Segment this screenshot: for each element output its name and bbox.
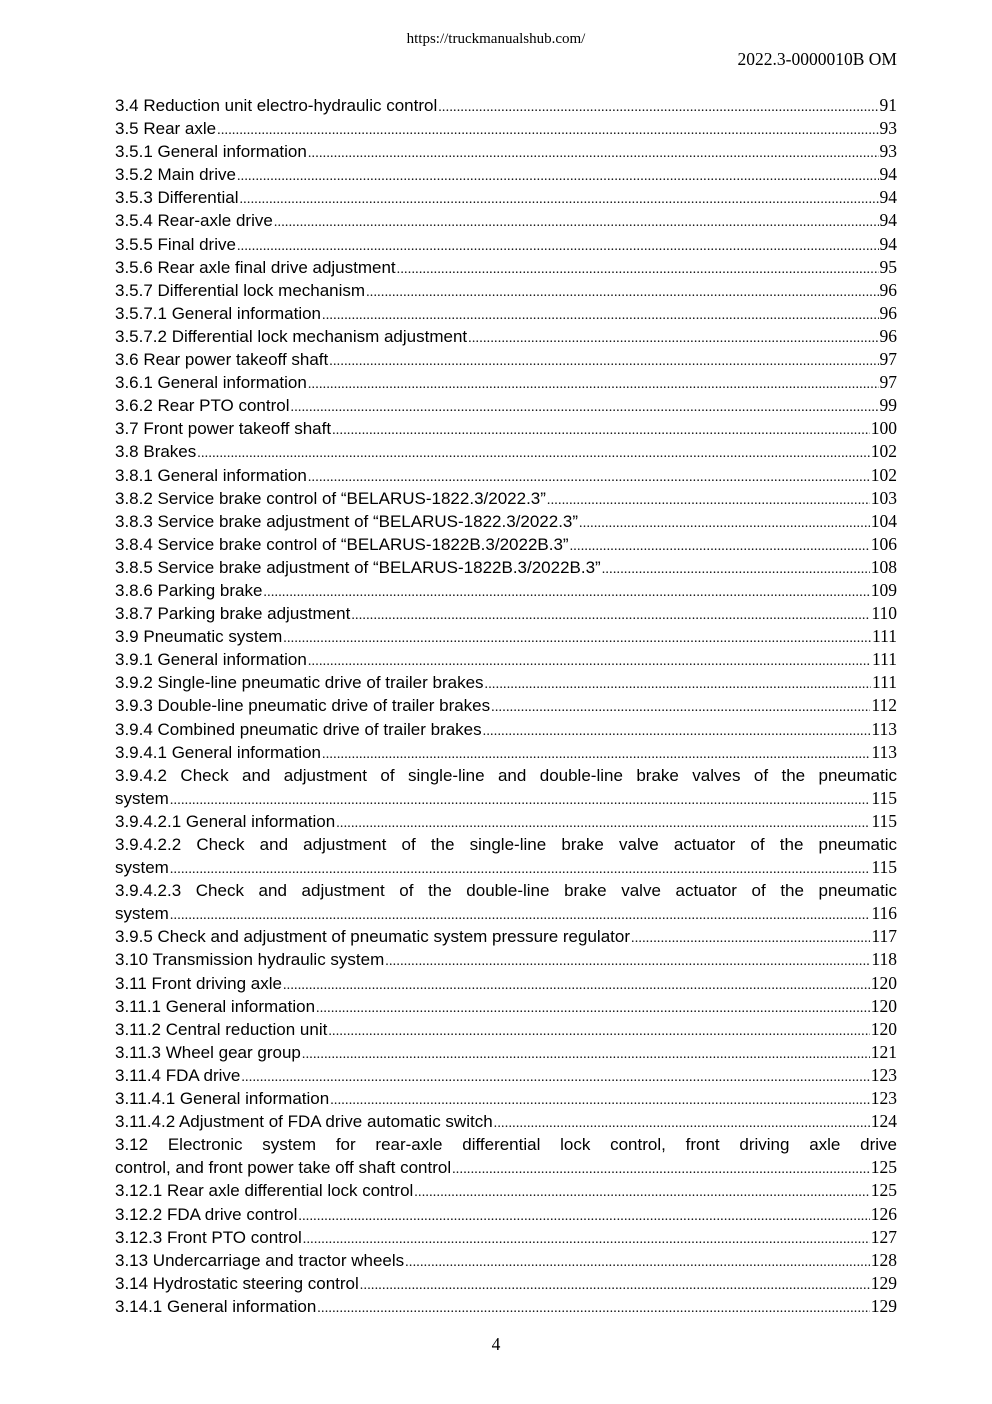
toc-entry-row [115, 810, 897, 833]
toc-entry[interactable] [115, 694, 897, 717]
toc-entry-page: 129 [870, 1295, 897, 1316]
toc-entry-page: 113 [871, 718, 897, 739]
source-url[interactable]: https://truckmanualshub.com/ [406, 31, 586, 47]
document-code: 2022.3-0000010B OM [737, 49, 897, 69]
toc-entry-title: 3.5.7.2 Differential lock mechanism adjustment [115, 326, 468, 346]
toc-entry[interactable] [115, 533, 897, 556]
toc-entry-title: 3.5.5 Final drive [115, 234, 236, 254]
dot-leader [328, 1020, 869, 1041]
toc-entry[interactable] [115, 741, 897, 764]
dot-leader [438, 96, 878, 117]
toc-entry-title: 3.9.3 Double-line pneumatic drive of trailer brakes [115, 696, 491, 716]
toc-entry-page: 120 [870, 972, 897, 993]
dot-leader [485, 673, 872, 694]
toc-entry[interactable] [115, 1133, 897, 1179]
dot-leader [385, 950, 870, 971]
toc-entry[interactable] [115, 1179, 897, 1202]
table-of-contents [115, 94, 897, 1318]
toc-entry-title: 3.8.4 Service brake control of “BELARUS-1822B.3/2022B.3” [115, 534, 569, 554]
toc-entry-title: 3.6.1 General information [115, 373, 307, 393]
dot-leader [336, 812, 870, 833]
toc-entry-page: 128 [870, 1249, 897, 1270]
dot-leader [322, 304, 878, 325]
toc-entry[interactable] [115, 602, 897, 625]
toc-entry-title: 3.6 Rear power takeoff shaft [115, 350, 329, 370]
toc-entry-row [115, 464, 897, 487]
toc-entry-page: 109 [870, 579, 897, 600]
toc-entry[interactable] [115, 325, 897, 348]
toc-entry-row [115, 209, 897, 232]
toc-entry-title: 3.9.4.1 General information [115, 742, 322, 762]
toc-entry-title: 3.9.5 Check and adjustment of pneumatic system pressure regulator [115, 927, 630, 947]
toc-entry[interactable] [115, 1226, 897, 1249]
toc-entry-row [115, 140, 897, 163]
dot-leader [468, 327, 878, 348]
toc-entry-row [115, 1110, 897, 1133]
toc-entry-page: 95 [879, 256, 897, 277]
toc-entry-page: 113 [871, 741, 897, 762]
toc-entry-page: 102 [870, 464, 897, 485]
toc-entry-title: 3.8.5 Service brake adjustment of “BELARUS-1822B.3/2022B.3” [115, 557, 601, 577]
toc-entry-title: 3.11.3 Wheel gear group [115, 1042, 301, 1062]
toc-entry-row [115, 602, 897, 625]
dot-leader [329, 350, 878, 371]
toc-entry-page: 111 [872, 649, 897, 670]
toc-entry-page: 94 [879, 233, 897, 254]
dot-leader [602, 558, 870, 579]
toc-entry-row [115, 256, 897, 279]
toc-entry-row [115, 325, 897, 348]
toc-entry-row [115, 1203, 897, 1226]
toc-entry-title: 3.8.1 General information [115, 465, 307, 485]
dot-leader [283, 627, 871, 648]
toc-entry-row [115, 510, 897, 533]
toc-entry-row [115, 186, 897, 209]
toc-entry-title: 3.9.2 Single-line pneumatic drive of trailer brakes [115, 673, 484, 693]
toc-entry-row [115, 741, 897, 764]
toc-entry-page: 91 [879, 95, 897, 115]
toc-entry-row [115, 1179, 897, 1202]
toc-entry-page: 97 [879, 349, 897, 370]
toc-entry-row [115, 1064, 897, 1087]
toc-entry-row [115, 648, 897, 671]
toc-entry[interactable] [115, 163, 897, 186]
toc-entry-title: 3.5.7 Differential lock mechanism [115, 280, 366, 300]
dot-leader [570, 535, 870, 556]
dot-leader [237, 235, 879, 256]
toc-entry-row [115, 856, 897, 879]
toc-entry-title: 3.9.4 Combined pneumatic drive of trailer brakes [115, 719, 482, 739]
toc-entry-title: 3.8 Brakes [115, 442, 197, 462]
toc-entry[interactable] [115, 948, 897, 971]
toc-entry-row [115, 671, 897, 694]
toc-entry-title: 3.8.2 Service brake control of “BELARUS-1822.3/2022.3” [115, 488, 546, 508]
toc-entry-page: 111 [872, 626, 897, 647]
toc-entry[interactable] [115, 1249, 897, 1272]
toc-entry-row [115, 579, 897, 602]
dot-leader [274, 211, 879, 232]
toc-entry-page: 106 [870, 533, 897, 554]
toc-entry-page: 93 [879, 118, 897, 139]
toc-entry-row [115, 948, 897, 971]
toc-entry-title: 3.14 Hydrostatic steering control [115, 1273, 359, 1293]
dot-leader [298, 1205, 869, 1226]
toc-entry-row [115, 556, 897, 579]
toc-entry-title: 3.11 Front driving axle [115, 973, 282, 993]
toc-entry[interactable] [115, 140, 897, 163]
dot-leader [579, 512, 870, 533]
toc-entry[interactable] [115, 833, 897, 879]
toc-entry-page: 110 [871, 603, 897, 624]
toc-entry[interactable] [115, 1295, 897, 1318]
toc-entry-row [115, 533, 897, 556]
toc-entry-page: 123 [870, 1064, 897, 1085]
toc-entry-row [115, 233, 897, 256]
toc-entry-row [115, 163, 897, 186]
toc-entry-page: 111 [872, 672, 897, 693]
toc-entry-row [115, 1295, 897, 1318]
toc-entry-title: control, and front power take off shaft control [115, 1158, 452, 1178]
toc-entry[interactable] [115, 671, 897, 694]
toc-entry[interactable] [115, 417, 897, 440]
toc-entry-row [115, 1249, 897, 1272]
toc-entry-title: 3.13 Undercarriage and tractor wheels [115, 1250, 405, 1270]
toc-entry[interactable] [115, 1041, 897, 1064]
toc-entry-row [115, 1156, 897, 1179]
toc-entry-row [115, 1272, 897, 1295]
toc-entry[interactable] [115, 209, 897, 232]
toc-entry[interactable] [115, 925, 897, 948]
dot-leader [494, 1112, 870, 1133]
toc-entry[interactable] [115, 440, 897, 463]
toc-entry-title: 3.4 Reduction unit electro-hydraulic control [115, 96, 438, 115]
dot-leader [330, 1089, 870, 1110]
toc-entry[interactable] [115, 648, 897, 671]
toc-entry-title: 3.5 Rear axle [115, 119, 217, 139]
toc-entry-page: 117 [871, 926, 897, 947]
toc-entry-row [115, 487, 897, 510]
toc-entry-page: 123 [870, 1088, 897, 1109]
toc-entry-title: 3.5.6 Rear axle final drive adjustment [115, 257, 396, 277]
toc-entry-page: 102 [870, 441, 897, 462]
toc-entry-page: 99 [879, 395, 897, 416]
dot-leader [547, 489, 870, 510]
toc-entry-title: 3.12.3 Front PTO control [115, 1227, 302, 1247]
toc-entry-row [115, 902, 897, 925]
toc-entry[interactable] [115, 625, 897, 648]
dot-leader [360, 1274, 870, 1295]
toc-entry-row [115, 972, 897, 995]
dot-leader [414, 1181, 869, 1202]
toc-entry-page: 94 [879, 210, 897, 231]
toc-entry-page: 120 [870, 995, 897, 1016]
toc-entry[interactable] [115, 464, 897, 487]
dot-leader [483, 720, 871, 741]
dot-leader [291, 396, 879, 417]
toc-entry-title: 3.9 Pneumatic system [115, 627, 283, 647]
toc-entry-title: 3.12.2 FDA drive control [115, 1204, 298, 1224]
toc-entry-title: 3.9.4.2.3 Check and adjustment of the double-line brake valve actuator of the pneumatic [115, 881, 897, 901]
toc-entry-title: 3.5.7.1 General information [115, 303, 322, 323]
dot-leader [241, 1066, 869, 1087]
toc-entry-title: 3.10 Transmission hydraulic system [115, 950, 385, 970]
dot-leader [239, 188, 878, 209]
toc-entry-page: 103 [870, 487, 897, 508]
toc-entry-page: 115 [871, 810, 897, 831]
toc-entry[interactable] [115, 718, 897, 741]
toc-entry-page: 94 [879, 164, 897, 185]
toc-entry[interactable] [115, 1272, 897, 1295]
toc-entry-title: 3.14.1 General information [115, 1296, 317, 1316]
toc-entry-page: 96 [879, 279, 897, 300]
toc-entry-row [115, 1087, 897, 1110]
dot-leader [491, 696, 870, 717]
toc-entry[interactable] [115, 1018, 897, 1041]
dot-leader [308, 142, 879, 163]
dot-leader [303, 1228, 870, 1249]
toc-entry-title: 3.5.1 General information [115, 142, 307, 162]
toc-entry-row [115, 394, 897, 417]
toc-entry-page: 96 [879, 325, 897, 346]
toc-entry-page: 124 [870, 1111, 897, 1132]
dot-leader [308, 466, 870, 487]
toc-entry-row [115, 625, 897, 648]
toc-entry[interactable] [115, 556, 897, 579]
toc-entry-row [115, 1041, 897, 1064]
toc-entry-row [115, 302, 897, 325]
toc-entry-row [115, 787, 897, 810]
toc-entry[interactable] [115, 579, 897, 602]
dot-leader [397, 258, 879, 279]
toc-entry-page: 93 [879, 141, 897, 162]
toc-entry-title: 3.5.3 Differential [115, 188, 239, 208]
dot-leader [317, 1297, 869, 1318]
toc-entry[interactable] [115, 879, 897, 925]
toc-entry-title: 3.8.3 Service brake adjustment of “BELARUS-1822.3/2022.3” [115, 511, 579, 531]
toc-entry-page: 112 [871, 695, 897, 716]
toc-entry-page: 120 [870, 1018, 897, 1039]
toc-entry-title: 3.7 Front power takeoff shaft [115, 419, 332, 439]
toc-entry-page: 118 [871, 949, 897, 970]
toc-entry-row [115, 995, 897, 1018]
toc-entry-title: 3.12.1 Rear axle differential lock control [115, 1181, 414, 1201]
toc-entry[interactable] [115, 256, 897, 279]
toc-entry[interactable] [115, 279, 897, 302]
toc-entry-title: 3.9.4.2.1 General information [115, 811, 336, 831]
toc-entry[interactable] [115, 995, 897, 1018]
toc-entry[interactable] [115, 764, 897, 810]
dot-leader [631, 927, 870, 948]
dot-leader [308, 650, 871, 671]
toc-entry-title: 3.5.4 Rear-axle drive [115, 211, 273, 231]
dot-leader [332, 419, 870, 440]
dot-leader [366, 281, 878, 302]
toc-entry[interactable] [115, 186, 897, 209]
page-number: 4 [491, 1334, 501, 1354]
toc-entry-title: 3.11.4.2 Adjustment of FDA drive automatic switch [115, 1112, 493, 1132]
toc-entry-title: 3.12 Electronic system for rear-axle differential lock control, front driving axle drive [115, 1135, 897, 1155]
dot-leader [170, 904, 871, 925]
toc-entry-title: 3.9.4.2 Check and adjustment of single-line and double-line brake valves of the pneumatic [115, 765, 897, 785]
toc-entry-page: 126 [870, 1203, 897, 1224]
dot-leader [452, 1158, 870, 1179]
toc-entry-page: 108 [870, 556, 897, 577]
toc-entry-page: 127 [870, 1226, 897, 1247]
toc-entry-title: 3.9.4.2.2 Check and adjustment of the single-line brake valve actuator of the pneumatic [115, 835, 897, 854]
toc-entry[interactable] [115, 810, 897, 833]
toc-entry-row [115, 417, 897, 440]
dot-leader [302, 1043, 870, 1064]
toc-entry-row [115, 279, 897, 302]
toc-entry-title: 3.8.6 Parking brake [115, 580, 263, 600]
toc-entry-page: 129 [870, 1272, 897, 1293]
toc-entry-row [115, 694, 897, 717]
toc-entry[interactable] [115, 1087, 897, 1110]
toc-entry-page: 125 [870, 1157, 897, 1178]
toc-entry-title: 3.11.1 General information [115, 996, 316, 1016]
dot-leader [263, 581, 869, 602]
toc-entry-title: 3.9.1 General information [115, 650, 307, 670]
toc-entry[interactable] [115, 510, 897, 533]
dot-leader [217, 119, 878, 140]
toc-entry-title: 3.6.2 Rear PTO control [115, 396, 290, 416]
toc-entry[interactable] [115, 1203, 897, 1226]
toc-entry-page: 94 [879, 187, 897, 208]
toc-entry[interactable] [115, 117, 897, 140]
dot-leader [308, 373, 879, 394]
dot-leader [170, 858, 871, 879]
dot-leader [283, 974, 870, 995]
dot-leader [351, 604, 870, 625]
dot-leader [170, 789, 871, 810]
toc-entry-page: 115 [871, 787, 897, 808]
toc-entry-row [115, 117, 897, 140]
toc-entry[interactable] [115, 302, 897, 325]
toc-entry[interactable] [115, 348, 897, 371]
toc-entry-title: 3.11.2 Central reduction unit [115, 1019, 328, 1039]
toc-entry-title: system [115, 788, 169, 808]
toc-entry[interactable] [115, 1110, 897, 1133]
toc-entry-row [115, 371, 897, 394]
toc-entry-page: 125 [870, 1180, 897, 1201]
dot-leader [405, 1251, 870, 1272]
toc-entry-row [115, 1226, 897, 1249]
toc-entry-page: 121 [870, 1041, 897, 1062]
toc-entry-title: system [115, 904, 169, 924]
toc-entry[interactable] [115, 487, 897, 510]
toc-entry-row [115, 348, 897, 371]
toc-entry-title: 3.8.7 Parking brake adjustment [115, 604, 351, 624]
dot-leader [322, 743, 870, 764]
toc-entry-page: 96 [879, 302, 897, 323]
toc-entry[interactable] [115, 972, 897, 995]
toc-entry-page: 116 [871, 903, 897, 924]
toc-entry-row [115, 440, 897, 463]
toc-entry-page: 97 [879, 372, 897, 393]
toc-entry-page: 104 [870, 510, 897, 531]
toc-entry-title: 3.11.4.1 General information [115, 1089, 330, 1109]
dot-leader [237, 165, 879, 186]
toc-entry[interactable] [115, 371, 897, 394]
toc-entry-title: 3.11.4 FDA drive [115, 1065, 241, 1085]
toc-entry-row [115, 718, 897, 741]
toc-entry-row [115, 925, 897, 948]
toc-entry-title: system [115, 858, 169, 878]
dot-leader [316, 997, 870, 1018]
toc-entry-page: 100 [870, 418, 897, 439]
toc-entry[interactable] [115, 1064, 897, 1087]
toc-entry-page: 115 [871, 857, 897, 878]
toc-entry-title: 3.5.2 Main drive [115, 165, 236, 185]
toc-entry[interactable] [115, 394, 897, 417]
toc-entry[interactable] [115, 233, 897, 256]
toc-entry[interactable] [115, 94, 897, 117]
toc-entry-row [115, 94, 897, 117]
dot-leader [197, 442, 869, 463]
toc-entry-row [115, 1018, 897, 1041]
